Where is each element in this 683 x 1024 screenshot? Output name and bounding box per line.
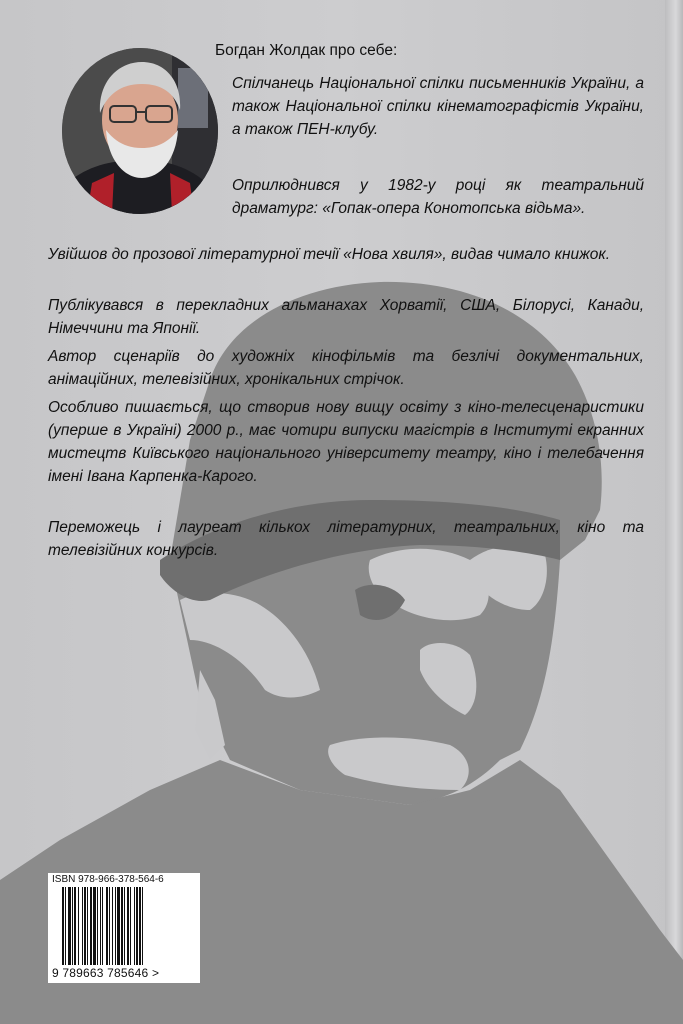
barcode-bar xyxy=(65,887,66,965)
barcode-digits: 9 789663 785646 > xyxy=(52,966,160,980)
barcode-bar xyxy=(97,887,98,965)
bio-paragraph-4: Публікувався в перекладних альманахах Хорватії, США, Білорусі, Канади, Німеччини та Японії. xyxy=(48,297,644,337)
barcode-bars xyxy=(62,887,194,965)
barcode-bar xyxy=(82,887,83,965)
barcode-bar xyxy=(117,887,120,965)
barcode-bar xyxy=(84,887,86,965)
barcode-bar xyxy=(142,887,143,965)
barcode-bar xyxy=(134,887,135,965)
bio-paragraph-6: Особливо пишається, що створив нову вищу освіту з кіно-телесценаристики (уперше в Україні) 2000 р., має чотири випуски магістрів в Інституті екранних мистецтв Київського національного університету театру, кіно і телебачення імені Івана Карпенка-Карого. xyxy=(48,399,644,485)
barcode-bar xyxy=(139,887,141,965)
barcode-bar xyxy=(90,887,92,965)
barcode-bar xyxy=(130,887,131,965)
barcode-bar xyxy=(124,887,125,965)
barcode-bar xyxy=(112,887,113,965)
barcode-bar xyxy=(115,887,116,965)
barcode-bar xyxy=(93,887,96,965)
barcode-bar xyxy=(100,887,101,965)
barcode-bar xyxy=(72,887,73,965)
isbn-barcode xyxy=(48,873,200,983)
barcode-bar xyxy=(68,887,71,965)
barcode-bar xyxy=(136,887,138,965)
barcode-bar xyxy=(87,887,88,965)
author-heading: Богдан Жолдак про себе: xyxy=(215,42,398,59)
bio-paragraph-3: Увійшов до прозової літературної течії «Нова хвиля», видав чимало книжок. xyxy=(48,246,611,263)
isbn-label: ISBN 978-966-378-564-6 xyxy=(52,874,164,885)
barcode-bar xyxy=(74,887,76,965)
barcode-bar xyxy=(102,887,103,965)
barcode-bar xyxy=(62,887,64,965)
bio-paragraph-1: Спілчанець Національної спілки письменників України, а також Національної спілки кінематографістів України, а також ПЕН-клубу. xyxy=(232,75,644,138)
barcode-bar xyxy=(121,887,123,965)
barcode-bar xyxy=(127,887,129,965)
bio-paragraph-5: Автор сценаріїв до художніх кінофільмів та безлічі документальних, анімаційних, телевізійних, хронікальних стрічок. xyxy=(48,348,644,388)
barcode-bar xyxy=(78,887,79,965)
barcode-bar xyxy=(106,887,108,965)
bio-paragraph-7: Переможець і лауреат кількох літературних, театральних, кіно та телевізійних конкурсів. xyxy=(48,519,644,559)
author-photo-image xyxy=(62,48,218,214)
author-photo xyxy=(62,48,218,214)
bio-paragraph-2: Оприлюднився у 1982-у році як театральний драматург: «Гопак-опера Конотопська відьма». xyxy=(232,177,644,217)
barcode-bar xyxy=(109,887,110,965)
